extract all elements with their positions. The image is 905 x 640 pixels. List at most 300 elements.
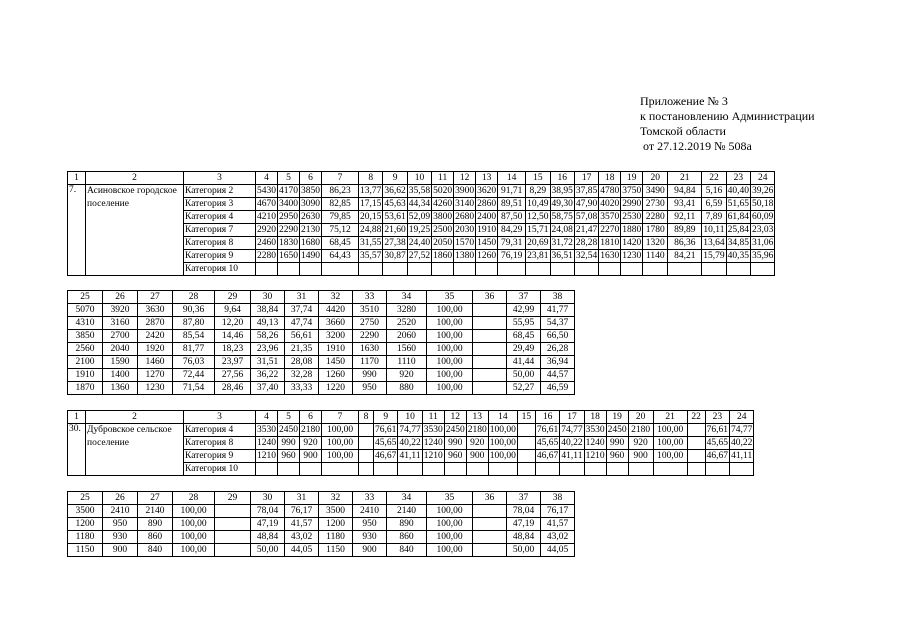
- table-cell: 74,77: [399, 424, 421, 435]
- column-header: 6: [300, 411, 322, 424]
- column-header: 23: [705, 411, 729, 424]
- table-cell: [726, 263, 750, 276]
- table-cell: 2680: [455, 211, 475, 222]
- table-cell: 1590: [103, 356, 138, 369]
- table-cell: 86,36: [668, 237, 702, 250]
- table-cell: 18,23: [215, 343, 251, 356]
- table-cell: 23,96: [251, 343, 285, 356]
- column-header: 10: [398, 411, 422, 424]
- table-cell: 15,71: [527, 224, 549, 235]
- table-cell: 1630: [600, 250, 620, 261]
- table-cell: 1210: [423, 450, 443, 461]
- table-cell: 20,69: [527, 237, 549, 248]
- category-label: Категория 2: [184, 185, 256, 198]
- table-cell: 12,50: [527, 211, 549, 222]
- header-row: [68, 411, 754, 424]
- table-cell: 1180: [68, 531, 103, 544]
- table-cell: 3530: [423, 424, 443, 435]
- table-cell: 100,00: [427, 505, 473, 518]
- table-cell: 45,63: [384, 198, 406, 209]
- table-cell: 1570: [455, 237, 475, 248]
- column-header: 16: [550, 172, 574, 185]
- table-cell: 3400: [279, 198, 298, 209]
- table-cell: 100,00: [653, 450, 687, 463]
- table-cell: 2950: [279, 211, 298, 222]
- table-cell: 950: [353, 382, 387, 395]
- table-cell: 24,88: [360, 224, 382, 235]
- table-cell: 45,65: [375, 437, 397, 448]
- table-cell: 2140: [387, 505, 427, 518]
- column-header: 20: [643, 172, 668, 185]
- table-cell: 52,09: [408, 211, 431, 222]
- table-row: [68, 424, 754, 437]
- table-cell: 1560: [387, 343, 427, 356]
- table-cell: 44,05: [285, 544, 319, 557]
- table-cell: 41,57: [541, 518, 575, 531]
- table-cell: 8,29: [526, 185, 550, 198]
- table-cell: 1490: [301, 250, 320, 261]
- table-cell: 2450: [445, 424, 465, 435]
- column-header: 32: [319, 492, 353, 505]
- table-cell: [517, 450, 535, 463]
- table-cell: 990: [353, 369, 387, 382]
- table-cell: 31,72: [551, 237, 573, 248]
- table-cell: 72,44: [173, 369, 215, 382]
- column-header: 21: [668, 172, 702, 185]
- table-cell: 54,37: [541, 317, 575, 330]
- table-cell: 4020: [600, 198, 620, 209]
- table-row: [68, 304, 575, 317]
- table-cell: 45,65: [706, 437, 728, 448]
- header-row: [68, 172, 775, 185]
- table-cell: 25,84: [727, 224, 749, 235]
- table-cell: 47,74: [285, 317, 319, 330]
- table-cell: 900: [466, 450, 488, 463]
- table-cell: 100,00: [427, 382, 473, 395]
- table-cell: 10,49: [527, 198, 549, 209]
- table-cell: 10,11: [703, 224, 725, 235]
- table-cell: 2460: [257, 237, 276, 248]
- table-cell: 74,77: [731, 424, 753, 435]
- table-cell: 37,74: [285, 304, 319, 317]
- table-row: [68, 382, 575, 395]
- table-cell: 47,19: [507, 518, 541, 531]
- table-cell: 100,00: [427, 518, 473, 531]
- column-header: 33: [353, 492, 387, 505]
- table-cell: 15,79: [703, 250, 725, 261]
- column-header: 2: [86, 411, 184, 424]
- column-header: 1: [68, 172, 86, 185]
- table-cell: 5430: [257, 185, 276, 196]
- table-cell: [643, 263, 668, 276]
- table-cell: 1150: [319, 544, 353, 557]
- table-cell: 4260: [433, 198, 453, 209]
- column-header: 23: [726, 172, 750, 185]
- table-cell: 2990: [622, 198, 642, 209]
- table-cell: 1830: [279, 237, 298, 248]
- table-cell: 53,61: [384, 211, 406, 222]
- column-header: 12: [444, 411, 466, 424]
- settlement-name: Асиновское городское поселение: [86, 185, 184, 276]
- table-cell: 1320: [643, 237, 668, 250]
- table-cell: 2750: [353, 317, 387, 330]
- table-cell: 2410: [353, 505, 387, 518]
- table-cell: 2450: [607, 424, 627, 435]
- table-cell: 1210: [585, 450, 605, 461]
- table-cell: [488, 463, 517, 476]
- table-cell: 100,00: [322, 450, 359, 463]
- table-cell: 32,54: [575, 250, 598, 261]
- table-cell: 2400: [477, 211, 497, 222]
- table-cell: 950: [103, 518, 138, 531]
- table-cell: 81,77: [173, 343, 215, 356]
- table-cell: 2530: [622, 211, 642, 222]
- table-cell: 3900: [455, 185, 475, 196]
- table-cell: [621, 263, 643, 276]
- table-cell: 56,61: [285, 330, 319, 343]
- column-header: 28: [173, 492, 215, 505]
- table-cell: [322, 463, 359, 476]
- column-header: 13: [466, 411, 488, 424]
- table-cell: 1450: [319, 356, 353, 369]
- table-cell: [473, 330, 507, 343]
- column-header: 4: [256, 172, 278, 185]
- table-cell: 1400: [103, 369, 138, 382]
- table-cell: 4170: [279, 185, 298, 196]
- table-cell: 58,26: [251, 330, 285, 343]
- column-header: 7: [322, 172, 359, 185]
- table-cell: 4210: [257, 211, 276, 222]
- table-cell: [517, 424, 535, 437]
- settlement-number: 7.: [68, 185, 86, 276]
- table-cell: 1920: [138, 343, 173, 356]
- column-header: 17: [560, 411, 584, 424]
- header-row: [68, 291, 575, 304]
- table-cell: 50,00: [507, 369, 541, 382]
- table-cell: [473, 382, 507, 395]
- table-cell: 2700: [103, 330, 138, 343]
- table-cell: [628, 463, 653, 476]
- table-cell: [653, 463, 687, 476]
- table-cell: 27,38: [384, 237, 406, 248]
- column-header: 22: [702, 172, 726, 185]
- column-header: 19: [606, 411, 628, 424]
- column-header: 28: [173, 291, 215, 304]
- table-cell: 31,55: [360, 237, 382, 248]
- table-cell: 1240: [585, 437, 605, 448]
- table-dubrovskoe-part2: [67, 491, 575, 557]
- table-cell: 6,59: [702, 198, 726, 211]
- column-header: 27: [138, 291, 173, 304]
- column-header: 24: [751, 172, 775, 185]
- table-cell: 41,11: [561, 450, 583, 461]
- table-cell: 12,20: [215, 317, 251, 330]
- column-header: 5: [278, 172, 300, 185]
- table-cell: 3630: [138, 304, 173, 317]
- category-label: Категория 3: [184, 198, 256, 211]
- table-cell: 19,25: [408, 224, 431, 235]
- table-row: [68, 544, 575, 557]
- table-cell: [476, 263, 498, 276]
- table-cell: 17,15: [360, 198, 382, 209]
- table-cell: 100,00: [322, 437, 359, 450]
- table-cell: 2290: [353, 330, 387, 343]
- table-cell: [473, 369, 507, 382]
- table-cell: [359, 424, 374, 437]
- table-cell: 2280: [257, 250, 276, 261]
- table-asinovskoe-part1: [67, 171, 775, 276]
- table-cell: [359, 463, 374, 476]
- category-label: Категория 9: [184, 250, 256, 263]
- category-label: Категория 7: [184, 224, 256, 237]
- column-header: 22: [687, 411, 705, 424]
- column-header: 35: [427, 492, 473, 505]
- table-cell: 1360: [103, 382, 138, 395]
- table-cell: 3500: [319, 505, 353, 518]
- table-cell: 3510: [353, 304, 387, 317]
- table-cell: 41,77: [541, 304, 575, 317]
- table-cell: [705, 463, 729, 476]
- table-cell: 930: [353, 531, 387, 544]
- table-cell: 3090: [301, 198, 320, 209]
- table-cell: 93,41: [668, 198, 702, 211]
- category-label: Категория 9: [184, 450, 256, 463]
- table-cell: 1880: [622, 224, 642, 235]
- table-cell: 1780: [643, 224, 668, 237]
- appendix-line-4: от 27.12.2019 № 508а: [643, 139, 752, 153]
- table-cell: [407, 263, 431, 276]
- table-cell: 24,40: [408, 237, 431, 248]
- column-header: 16: [535, 411, 559, 424]
- table-cell: 5020: [433, 185, 453, 196]
- column-header: 3: [184, 411, 256, 424]
- table-cell: 68,45: [322, 237, 359, 250]
- category-label: Категория 10: [184, 463, 256, 476]
- table-cell: 860: [138, 531, 173, 544]
- table-cell: [215, 505, 251, 518]
- table-cell: 100,00: [427, 544, 473, 557]
- table-cell: 36,94: [541, 356, 575, 369]
- table-cell: 58,75: [551, 211, 573, 222]
- table-cell: 920: [466, 437, 488, 450]
- column-header: 29: [215, 291, 251, 304]
- table-cell: 13,77: [360, 185, 382, 196]
- table-cell: 91,71: [498, 185, 526, 198]
- table-cell: 55,95: [507, 317, 541, 330]
- table-cell: 45,65: [536, 437, 559, 448]
- table-cell: 930: [103, 531, 138, 544]
- table-cell: 46,67: [375, 450, 397, 461]
- table-cell: 2920: [257, 224, 276, 235]
- table-cell: 82,85: [322, 198, 359, 211]
- table-cell: [374, 463, 398, 476]
- table-cell: 23,97: [215, 356, 251, 369]
- table-cell: 39,26: [752, 185, 774, 196]
- table-cell: 3750: [622, 185, 642, 196]
- table-cell: 76,19: [498, 250, 526, 263]
- table-cell: 31,06: [752, 237, 774, 248]
- table-cell: 960: [278, 450, 300, 463]
- column-header: 27: [138, 492, 173, 505]
- table-cell: 100,00: [173, 544, 215, 557]
- table-cell: 31,51: [251, 356, 285, 369]
- table-cell: 40,22: [561, 437, 583, 448]
- table-cell: [278, 263, 300, 276]
- settlement-number: 30.: [68, 424, 86, 476]
- table-cell: 1460: [138, 356, 173, 369]
- table-dubrovskoe-part1: [67, 410, 754, 476]
- table-cell: [473, 518, 507, 531]
- table-cell: 1870: [68, 382, 103, 395]
- table-cell: 1680: [301, 237, 320, 248]
- table-cell: 40,22: [399, 437, 421, 448]
- column-header: 11: [422, 411, 444, 424]
- table-cell: 41,57: [285, 518, 319, 531]
- table-cell: 47,19: [251, 518, 285, 531]
- table-cell: 1630: [353, 343, 387, 356]
- table-cell: 26,28: [541, 343, 575, 356]
- table-row: [68, 317, 575, 330]
- table-cell: 28,46: [215, 382, 251, 395]
- table-cell: [687, 450, 705, 463]
- column-header: 3: [184, 172, 256, 185]
- table-cell: 2730: [643, 198, 668, 211]
- table-cell: 100,00: [427, 317, 473, 330]
- table-cell: 900: [628, 450, 653, 463]
- table-cell: 2180: [467, 424, 487, 435]
- table-cell: 920: [387, 369, 427, 382]
- table-cell: 4310: [68, 317, 103, 330]
- table-cell: [300, 263, 322, 276]
- table-cell: 1860: [433, 250, 453, 261]
- appendix-line-1: Приложение № 3: [640, 94, 728, 108]
- column-header: 4: [256, 411, 278, 424]
- table-cell: [687, 437, 705, 450]
- table-cell: 1230: [622, 250, 642, 261]
- table-cell: 30,87: [384, 250, 406, 261]
- table-cell: 100,00: [322, 424, 359, 437]
- table-cell: [599, 263, 621, 276]
- table-cell: 100,00: [427, 330, 473, 343]
- table-cell: [359, 437, 374, 450]
- table-cell: [702, 263, 726, 276]
- table-row: [68, 518, 575, 531]
- table-cell: 4780: [600, 185, 620, 196]
- table-cell: 87,80: [173, 317, 215, 330]
- table-cell: 2870: [138, 317, 173, 330]
- column-header: 21: [653, 411, 687, 424]
- table-cell: 37,85: [575, 185, 598, 196]
- table-cell: 44,57: [541, 369, 575, 382]
- table-cell: [398, 463, 422, 476]
- table-cell: [668, 263, 702, 276]
- table-cell: 3570: [600, 211, 620, 222]
- column-header: 36: [473, 291, 507, 304]
- table-cell: 1910: [477, 224, 497, 235]
- table-cell: 29,49: [507, 343, 541, 356]
- table-cell: 100,00: [173, 505, 215, 518]
- table-cell: 100,00: [173, 518, 215, 531]
- table-cell: 1810: [600, 237, 620, 248]
- table-cell: 2290: [279, 224, 298, 235]
- column-header: 13: [476, 172, 498, 185]
- table-cell: 3530: [585, 424, 605, 435]
- table-cell: 76,17: [541, 505, 575, 518]
- table-cell: 75,12: [322, 224, 359, 237]
- table-cell: 46,59: [541, 382, 575, 395]
- table-cell: 50,00: [507, 544, 541, 557]
- column-header: 36: [473, 492, 507, 505]
- column-header: 30: [251, 291, 285, 304]
- table-cell: 100,00: [427, 343, 473, 356]
- table-cell: 92,11: [668, 211, 702, 224]
- table-cell: 990: [606, 437, 628, 450]
- column-header: 18: [599, 172, 621, 185]
- table-cell: [444, 463, 466, 476]
- table-cell: 100,00: [427, 356, 473, 369]
- table-cell: 2500: [433, 224, 453, 235]
- table-cell: 100,00: [489, 437, 516, 448]
- table-cell: [606, 463, 628, 476]
- table-cell: 3490: [643, 185, 668, 198]
- table-cell: 920: [300, 437, 322, 450]
- table-cell: 76,17: [285, 505, 319, 518]
- table-cell: 1110: [387, 356, 427, 369]
- table-cell: 40,40: [727, 185, 749, 196]
- column-header: 26: [103, 492, 138, 505]
- table-cell: 90,36: [173, 304, 215, 317]
- table-cell: 1140: [643, 250, 668, 263]
- table-cell: [473, 531, 507, 544]
- column-header: 18: [584, 411, 606, 424]
- table-cell: 13,64: [703, 237, 725, 248]
- table-cell: 3660: [319, 317, 353, 330]
- table-cell: 76,61: [706, 424, 728, 435]
- table-cell: 100,00: [427, 304, 473, 317]
- column-header: 31: [285, 291, 319, 304]
- table-cell: 43,02: [285, 531, 319, 544]
- table-cell: 3850: [68, 330, 103, 343]
- table-cell: [517, 463, 535, 476]
- table-cell: 46,67: [536, 450, 559, 461]
- table-cell: 84,29: [498, 224, 526, 237]
- table-cell: [473, 356, 507, 369]
- table-cell: 4670: [257, 198, 276, 209]
- table-cell: 1170: [353, 356, 387, 369]
- column-header: 34: [387, 291, 427, 304]
- table-cell: [473, 317, 507, 330]
- table-cell: 5070: [68, 304, 103, 317]
- table-cell: 79,85: [322, 211, 359, 224]
- table-cell: 7,89: [702, 211, 726, 224]
- table-cell: 85,54: [173, 330, 215, 343]
- table-cell: 2860: [477, 198, 497, 209]
- table-cell: 66,50: [541, 330, 575, 343]
- table-cell: 35,58: [408, 185, 431, 196]
- table-cell: 57,08: [575, 211, 598, 222]
- column-header: 15: [517, 411, 535, 424]
- table-cell: 2130: [301, 224, 320, 235]
- table-cell: 38,84: [251, 304, 285, 317]
- table-cell: 2180: [628, 424, 653, 437]
- table-cell: 36,22: [251, 369, 285, 382]
- table-cell: [498, 263, 526, 276]
- table-cell: 9,64: [215, 304, 251, 317]
- table-cell: 78,04: [507, 505, 541, 518]
- table-cell: [278, 463, 300, 476]
- table-cell: 3920: [103, 304, 138, 317]
- column-header: 2: [86, 172, 184, 185]
